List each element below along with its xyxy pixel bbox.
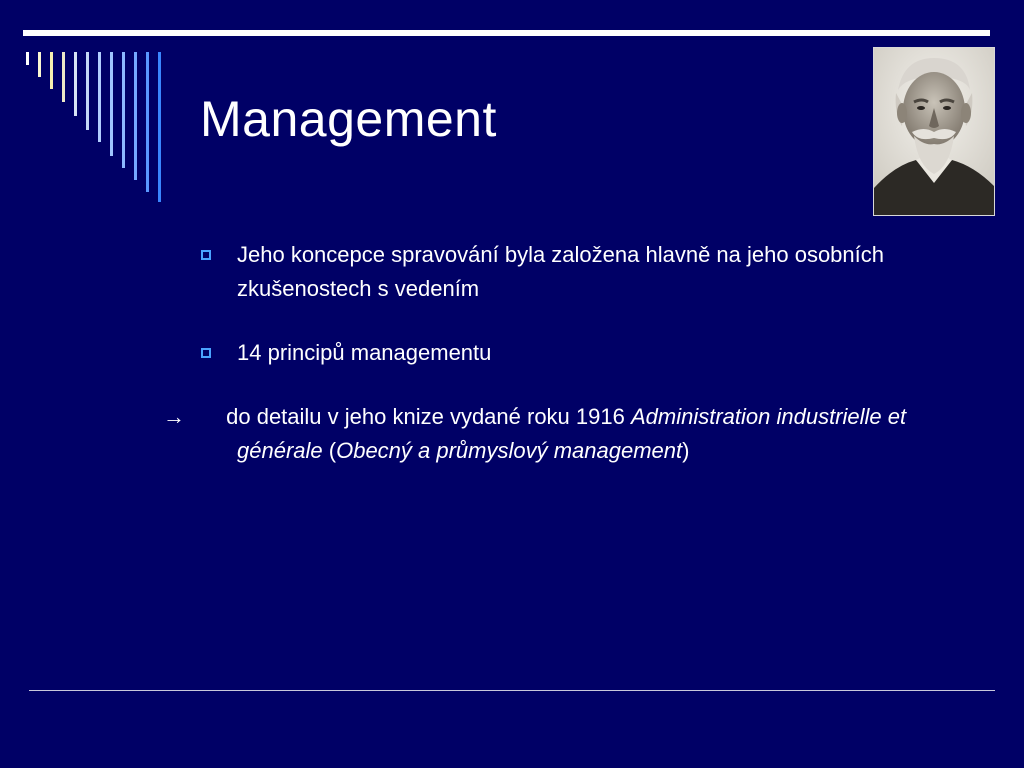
stripe-3: [50, 52, 53, 89]
stripe-7: [98, 52, 101, 142]
stripe-1: [26, 52, 29, 65]
slide-title: Management: [200, 91, 497, 147]
book-title: Administration industrielle et générale: [237, 404, 907, 463]
stripe-11: [146, 52, 149, 192]
portrait-image: [873, 47, 995, 216]
note-prefix: do detailu v jeho knize vydané roku 1916: [226, 404, 625, 429]
close-paren: ): [682, 438, 690, 463]
stripe-4: [62, 52, 65, 102]
stripe-5: [74, 52, 77, 116]
right-arrow-icon: →: [163, 404, 185, 429]
bullet-square-icon: [201, 348, 211, 358]
stripe-9: [122, 52, 125, 168]
book-translation: Obecný a průmyslový management: [336, 438, 683, 463]
stripe-12: [158, 52, 161, 202]
bullet-text: 14 principů managementu: [237, 340, 492, 365]
book-note: [163, 400, 970, 468]
list-item: [200, 238, 970, 306]
bullet-text: Jeho koncepce spravování byla založena hlavně na jeho osobních zkušenostech s vedením: [237, 242, 885, 301]
stripe-8: [110, 52, 113, 156]
stripe-2: [38, 52, 41, 77]
bullet-square-icon: [201, 250, 211, 260]
decorative-stripes: [0, 0, 180, 220]
open-paren: (: [328, 438, 337, 463]
stripe-6: [86, 52, 89, 130]
list-item: [200, 336, 970, 370]
bottom-divider: [29, 690, 995, 691]
slide-content: [163, 238, 970, 468]
stripe-10: [134, 52, 137, 180]
